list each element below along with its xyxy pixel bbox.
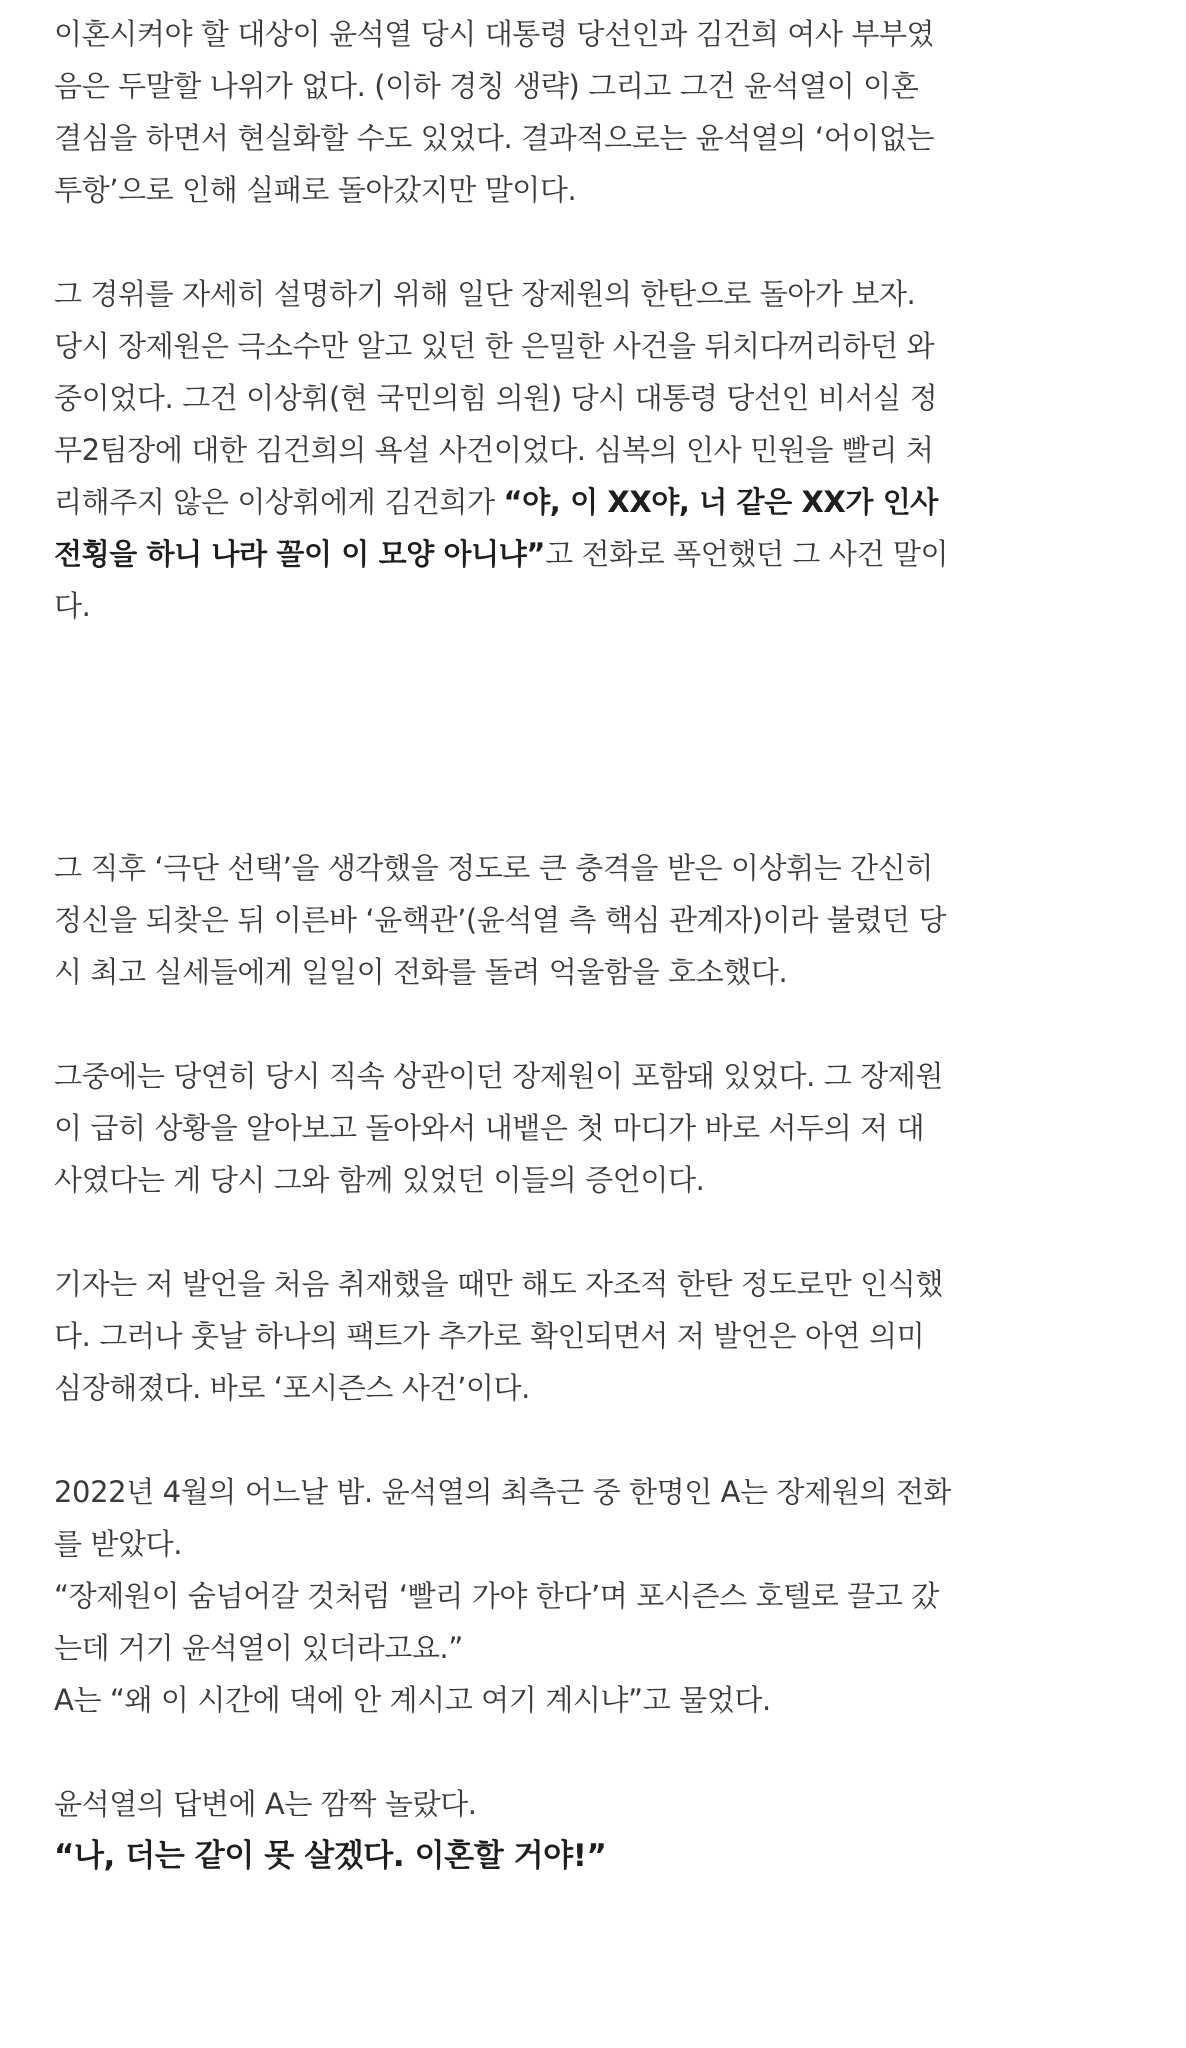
paragraph-3 — [54, 842, 1144, 998]
paragraph-1 — [54, 8, 1144, 216]
text-line: 그중에는 당연히 당시 직속 상관이던 장제원이 포함돼 있었다. 그 장제원 — [54, 1059, 943, 1093]
text-line: A는 “왜 이 시간에 댁에 안 계시고 여기 계시냐”고 물었다. — [54, 1683, 771, 1717]
text-line: 2022년 4월의 어느날 밤. 윤석열의 최측근 중 한명인 A는 장제원의 전화 — [54, 1475, 952, 1509]
text-line: 투항’으로 인해 실패로 돌아갔지만 말이다. — [54, 173, 577, 207]
text-line: 는데 거기 윤석열이 있더라고요.” — [54, 1631, 463, 1665]
text-line: 를 받았다. — [54, 1527, 183, 1561]
bold-quote-part-2: 전횡을 하니 나라 꼴이 이 모양 아니냐” — [54, 537, 546, 571]
text-line: 결심을 하면서 현실화할 수도 있었다. 결과적으로는 윤석열의 ‘어이없는 — [54, 121, 935, 155]
text-line: 기자는 저 발언을 처음 취재했을 때만 해도 자조적 한탄 정도로만 인식했 — [54, 1267, 943, 1301]
text-line: 윤석열의 답변에 A는 깜짝 놀랐다. — [54, 1787, 477, 1821]
paragraph-7 — [54, 1778, 1144, 1882]
text-line: 심장해졌다. 바로 ‘포시즌스 사건’이다. — [54, 1371, 530, 1405]
text-line: 다. 그러나 훗날 하나의 팩트가 추가로 확인되면서 저 발언은 아연 의미 — [54, 1319, 925, 1353]
text-segment: 리해주지 않은 이상휘에게 김건희가 — [54, 485, 504, 519]
text-line: 중이었다. 그건 이상휘(현 국민의힘 의원) 당시 대통령 당선인 비서실 정 — [54, 381, 938, 415]
text-line: 그 경위를 자세히 설명하기 위해 일단 장제원의 한탄으로 돌아가 보자. — [54, 277, 916, 311]
text-line: 무2팀장에 대한 김건희의 욕설 사건이었다. 심복의 인사 민원을 빨리 처 — [54, 433, 934, 467]
article-body — [54, 8, 1144, 1882]
paragraph-2 — [54, 268, 1144, 632]
text-line: 음은 두말할 나위가 없다. (이하 경칭 생략) 그리고 그건 윤석열이 이혼 — [54, 69, 919, 103]
text-line: 이혼시켜야 할 대상이 윤석열 당시 대통령 당선인과 김건희 여사 부부였 — [54, 17, 935, 51]
text-segment: 고 전화로 폭언했던 그 사건 말이 — [545, 537, 949, 571]
text-line: 사였다는 게 당시 그와 함께 있었던 이들의 증언이다. — [54, 1163, 705, 1197]
paragraph-4 — [54, 1050, 1144, 1206]
text-line: 당시 장제원은 극소수만 알고 있던 한 은밀한 사건을 뒤치다꺼리하던 와 — [54, 329, 935, 363]
text-line — [54, 476, 1144, 528]
text-line — [54, 528, 1144, 580]
paragraph-6 — [54, 1466, 1144, 1726]
text-line: “장제원이 숨넘어갈 것처럼 ‘빨리 가야 한다’며 포시즌스 호텔로 끌고 갔 — [54, 1579, 939, 1613]
text-line: 다. — [54, 589, 91, 623]
text-line: 그 직후 ‘극단 선택’을 생각했을 정도로 큰 충격을 받은 이상휘는 간신히 — [54, 851, 934, 885]
text-line: 시 최고 실세들에게 일일이 전화를 돌려 억울함을 호소했다. — [54, 955, 788, 989]
bold-quote-part-1: “야, 이 XX야, 너 같은 XX가 인사 — [503, 485, 938, 519]
text-line: 이 급히 상황을 알아보고 돌아와서 내뱉은 첫 마디가 바로 서두의 저 대 — [54, 1111, 925, 1145]
closing-quote: “나, 더는 같이 못 살겠다. 이혼할 거야!” — [54, 1838, 607, 1874]
text-line: 정신을 되찾은 뒤 이른바 ‘윤핵관’(윤석열 측 핵심 관계자)이라 불렸던 당 — [54, 903, 947, 937]
paragraph-5 — [54, 1258, 1144, 1414]
